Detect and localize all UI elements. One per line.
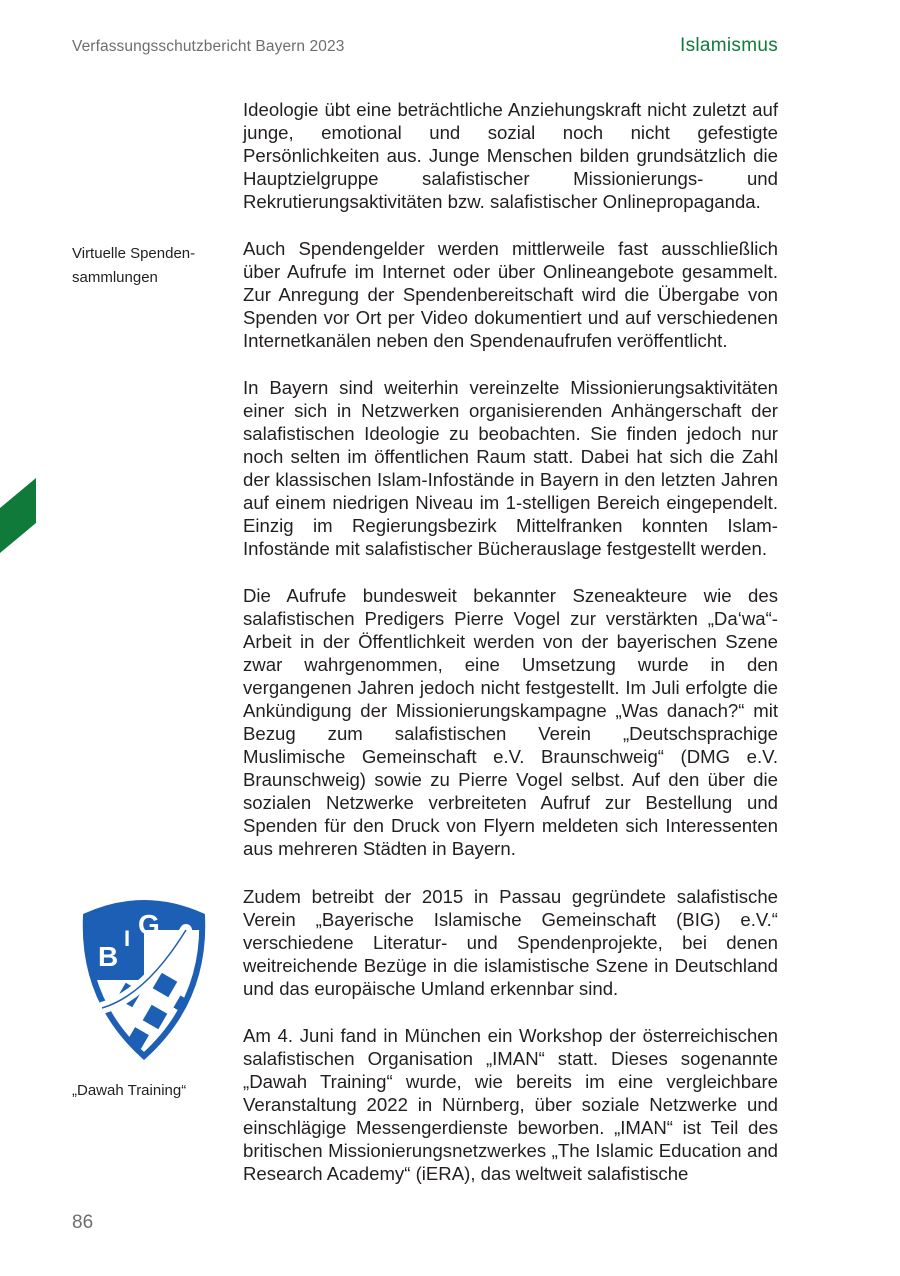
page-number: 86 bbox=[72, 1212, 94, 1233]
margin-note-dawah-training: „Dawah Training“ bbox=[72, 1082, 187, 1099]
svg-text:G: G bbox=[138, 909, 160, 940]
paragraph-5: Zudem betreibt der 2015 in Passau gegründete salafistische Verein „Bayerische Islamische Gemeinschaft (BIG) e.V.“ verschiedene Literatur- und Spendenprojekte, bei denen weitreichende Bezüge in die islamistische Szene in Deutschland und das europäische Umland erkennbar sind. bbox=[243, 886, 778, 999]
svg-text:I: I bbox=[124, 926, 131, 951]
paragraph-3: In Bayern sind weiterhin vereinzelte Missionierungsaktivitäten einer sich in Netzwerken organisierenden Anhängerschaft der salafistischen Ideologie zu beobachten. Sie finden jedoch nur noch selten im öffentlichen Raum statt. Dabei hat sich die Zahl der klassischen Islam-Infostände in Bayern in den letzten Jahren auf einem niedrigen Niveau im 1-stelligen Bereich eingependelt. Einzig im Regierungsbezirk Mittelfranken konnten Islam-Infostände mit salafistischer Bücherauslage festgestellt werden. bbox=[243, 377, 778, 559]
chapter-title: Islamismus bbox=[679, 35, 778, 56]
paragraph-6: Am 4. Juni fand in München ein Workshop der österreichischen salafistischen Organisation „IMAN“ statt. Dieses sogenannte „Dawah Training“ wurde, wie bereits im eine vergleichbare Veranstaltung 2022 in Nürnberg, über soziale Netzwerke und einschlägige Messengerdienste beworben. „IMAN“ ist Teil des britischen Missionierungsnetzwerkes „The Islamic Education and Research Academy“ (iERA), das weltweit salafistische bbox=[243, 1025, 778, 1184]
paragraph-4: Die Aufrufe bundesweit bekannter Szeneakteure wie des salafistischen Predigers Pierre Vogel zur verstärkten „Da‘wa“-Arbeit in der Öffentlichkeit werden von der bayerischen Szene zwar wahrgenommen, eine Umsetzung wurde in den vergangenen Jahren jedoch nicht festgestellt. Im Juli erfolgte die Ankündigung der Missionierungskampagne „Was danach?“ mit Bezug zum salafistischen Verein „Deutschsprachige Muslimische Gemeinschaft e.V. Braunschweig“ (DMG e.V. Braunschweig) sowie zu Pierre Vogel selbst. Auf den über die sozialen Netzwerke verbreiteten Aufruf zur Bestellung und Spenden für den Druck von Flyern meldeten sich Interessenten aus mehreren Städten in Bayern. bbox=[243, 585, 778, 859]
paragraph-1: Ideologie übt eine beträchtliche Anziehungskraft nicht zuletzt auf junge, emotional und sozial noch nicht gefestigte Persönlichkeiten aus. Junge Menschen bilden grundsätzlich die Hauptzielgruppe salafistischer Missionierungs- und Rekrutierungsaktivitäten bzw. salafistischer Onlinepropaganda. bbox=[243, 99, 778, 212]
big-shield-logo-icon bbox=[76, 890, 212, 1060]
chapter-tab-marker bbox=[0, 0, 40, 1276]
publication-title: Verfassungsschutzbericht Bayern 2023 bbox=[72, 38, 345, 55]
paragraph-2: Auch Spendengelder werden mittlerweile fast ausschließlich über Aufrufe im Internet oder über Onlineangebote gesammelt. Zur Anregung der Spendenbereitschaft wird die Übergabe von Spenden vor Ort per Video dokumentiert und auf verschiedenen Internetkanälen neben den Spendenaufrufen veröffentlicht. bbox=[243, 238, 778, 351]
margin-note-virtual-donations: Virtuelle Spenden-sammlungen bbox=[72, 245, 196, 286]
svg-text:B: B bbox=[98, 941, 119, 972]
